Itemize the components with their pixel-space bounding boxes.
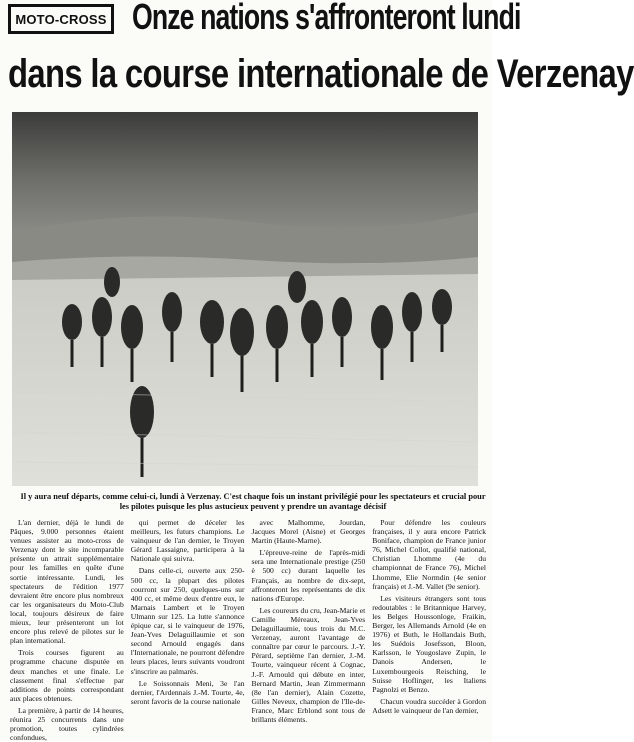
paragraph: L'an dernier, déjà le lundi de Pâques, 9.000 personnes étaient venues assister au moto-cross de Verzenay dont le site incomparable présente un attrait supplémentaire pour les familles en quête d'une sortie intéressante. Lundi, les spectateurs de l'édition 1977 devraient être encore plus nombreux car les organisateurs du Moto-Club local, toujours désireux de faire mieux, leur présenteront un lot encore plus relevé de pilotes sur le plan international. [10, 518, 124, 646]
race-start-photo [12, 112, 478, 486]
headline-line-1: Onze nations s'affronteront lundi [132, 0, 521, 37]
photo-caption: Il y aura neuf départs, comme celui-ci, lundi à Verzenay. C'est chaque fois un instant privilégié pour les spectateurs et crucial pour les pilotes puisque les plus astucieux peuvent y prendre un avantage décisif [20, 492, 486, 511]
section-kicker: MOTO-CROSS [8, 4, 114, 34]
article-body [10, 518, 486, 742]
paragraph: La première, à partir de 14 heures, réunira 25 concurrents dans une promotion, toutes cylindrées confondues, [10, 705, 124, 742]
paragraph: Le Soissonnais Meni, 3e l'an dernier, l'Ardennais J.-M. Tourte, 4e, seront favoris de la course nationale [130, 678, 245, 706]
article-column-4 [372, 518, 486, 738]
article-column-1 [10, 518, 124, 742]
paragraph: Chacun voudra succéder à Gordon Adsett le vainqueur de l'an dernier, [372, 696, 486, 715]
paragraph: L'épreuve-reine de l'après-midi sera une Internationale prestige (250 è 500 cc) durant laquelle les Français, au nombre de dix-sept, affronteront les représentants de dix nations d'Europe. [251, 548, 366, 603]
paragraph: qui permet de déceler les meilleurs, les futurs champions. Le vainqueur de l'an dernier, le Troyen Gérard Lassaigne, participera à la Nationale qui suivra. [130, 518, 245, 564]
paragraph: Dans celle-ci, ouverte aux 250-500 cc, la plupart des pilotes courront sur 250, quelques-uns sur 400 cc, et même deux d'entre eux, le Marnais Lambert et le Troyen Ulmann sur 125. La lutte s'annonce épique car, si le vainqueur de 1976, Jean-Yves Delaguillaumie et son second Arnould engagés dans l'Internationale, ne pourront défendre leurs places, leurs suivants voudront s'inscrire au palmarès. [130, 566, 245, 676]
article-column-2 [131, 518, 245, 738]
paragraph: Pour défendre les couleurs françaises, il y aura encore Patrick Boniface, champion de France junior 76, Michel Collot, qualifié national, Christian Lhomme (4e du championnat de France 76), Michel Lhomme, Elie Normdin (4e senior français) et J.-M. Vallet (9e senior). [372, 518, 486, 591]
paragraph: Les visiteurs étrangers sont tous redoutables : le Britannique Harvey, les Belges Houssonloge, Fraikin, Berger, les Allemands Arnold (4e en 1976) et Buth, le Hollandais Buth, les Suédois Josefsson, Bloon, Karlsson, le Yougoslave Zupin, le Danois Andersen, le Luxembourgeois Reisching, le Suisse Hoflinger, les Italiens Pagnolzi et Benzo. [372, 593, 486, 694]
paragraph: avec Malhomme, Jourdan, Jacques Morel (Aisne) et Georges Martin (Haute-Marne). [251, 518, 366, 546]
paragraph: Trois courses figurent au programme chacune disputée en deux manches et une finale. Le classement final s'effectue par additions de points correspondant aux places obtenues. [10, 648, 124, 703]
article-column-3 [252, 518, 366, 738]
paragraph: Les coureurs du cru, Jean-Marie et Camille Méreaux, Jean-Yves Delaguillaumie, tous trois du M.C. Verzenay, auront l'avantage de connaître par cœur le parcours. J.-Y. Pérard, septième l'an dernier, J.-M. Tourte, vainqueur récent à Cognac, J.-F. Arnould qui débute en inter, Bernard Martin, Jean Zimmermann (8e l'an dernier), Alain Cozette, Gilles Neveux, champion de l'Ile-de-France, Marc Erblond sont tous de brillants éléments. [251, 605, 366, 724]
headline-line-2: dans la course internationale de Verzenay [8, 52, 634, 96]
